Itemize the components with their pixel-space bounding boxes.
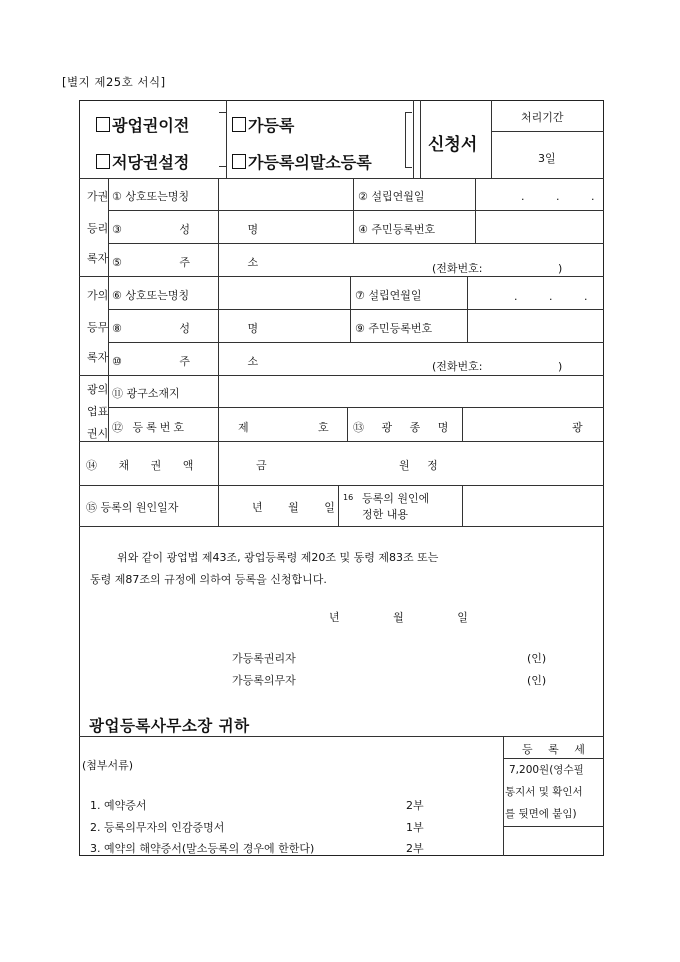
debtor-established-value[interactable]: . . . <box>514 290 602 303</box>
debtor-phone-label: (전화번호: ) <box>432 360 563 373</box>
option-title-transfer[interactable]: 광업권이전 <box>96 113 189 136</box>
checkbox-icon[interactable] <box>232 117 246 132</box>
creditor-phone-label: (전화번호: ) <box>432 262 563 275</box>
mine-group-label-1: 광의 <box>87 383 109 396</box>
debtor-seal: (인) <box>527 674 547 687</box>
creditor-seal: (인) <box>527 652 547 665</box>
debtor-group-label-2: 등무 <box>87 321 109 334</box>
creditor-established-value[interactable]: . . . <box>521 190 609 203</box>
attachment-item-2-count: 1부 <box>406 821 424 834</box>
registration-number-suffix: 호 <box>318 421 329 434</box>
mineral-type-suffix: 광 <box>572 421 583 434</box>
registration-cause-content-label-1: 등록의 원인에 <box>362 492 430 505</box>
debtor-resident-no-label: ⑨ 주민등록번호 <box>355 322 433 335</box>
provisional-debtor-label: 가등록의무자 <box>232 674 296 687</box>
registration-cause-date-value[interactable]: 년 월 일 <box>252 501 335 514</box>
mine-group-label-3: 권시 <box>87 427 109 440</box>
declaration-date[interactable]: 년 월 일 <box>329 611 468 624</box>
debtor-established-label: ⑦ 설립연월일 <box>355 289 422 302</box>
option-title-cancellation[interactable]: 가등록의말소등록 <box>232 150 372 173</box>
registration-tax-line-1: 7,200원(영수필 <box>509 764 584 776</box>
mineral-type-label: ⑬ 광 종 명 <box>353 421 449 434</box>
registration-cause-date-label: ⑮ 등록의 원인일자 <box>86 501 179 514</box>
creditor-name-label: ① 상호또는명칭 <box>112 190 190 203</box>
attachment-item-2: 2. 등록의무자의 인감증명서 <box>90 821 225 834</box>
processing-period-value: 3일 <box>538 152 556 165</box>
registration-cause-number: 16 <box>343 493 354 502</box>
checkbox-icon[interactable] <box>96 154 110 169</box>
registration-cause-content-label-2: 정한 내용 <box>362 508 409 521</box>
creditor-group-label-1: 가권 <box>87 190 109 203</box>
attachment-item-3-count: 2부 <box>406 842 424 855</box>
debtor-name-label: ⑥ 상호또는명칭 <box>112 289 190 302</box>
attachment-item-1: 1. 예약증서 <box>90 799 147 812</box>
registration-tax-line-3: 를 뒷면에 붙임) <box>505 808 577 820</box>
option-title-provisional[interactable]: 가등록 <box>232 113 294 136</box>
creditor-address-label: ⑤ 주 소 <box>112 256 259 269</box>
bond-amount-suffix: 원 정 <box>399 459 438 472</box>
registration-number-prefix: 제 <box>238 421 249 434</box>
checkbox-icon[interactable] <box>96 117 110 132</box>
mine-location-label: ⑪ 광구소재지 <box>112 387 180 400</box>
debtor-address-label: ⑩ 주 소 <box>112 355 259 368</box>
creditor-resident-no-label: ④ 주민등록번호 <box>358 223 436 236</box>
creditor-established-label: ② 설립연월일 <box>358 190 425 203</box>
bond-amount-prefix: 금 <box>256 459 267 472</box>
registration-tax-title: 등 록 세 <box>522 743 585 756</box>
creditor-group-label-3: 록자 <box>87 252 109 265</box>
declaration-line-1: 위와 같이 광업법 제43조, 광업등록령 제20조 및 동령 제83조 또는 <box>117 551 439 564</box>
debtor-person-label: ⑧ 성 명 <box>112 322 259 335</box>
option-title-mortgage[interactable]: 저당권설정 <box>96 150 189 173</box>
attachment-item-3: 3. 예약의 해약증서(말소등록의 경우에 한한다) <box>90 842 315 855</box>
attachments-header: (첨부서류) <box>82 759 134 772</box>
creditor-person-label: ③ 성 명 <box>112 223 259 236</box>
checkbox-icon[interactable] <box>232 154 246 169</box>
addressee-office: 광업등록사무소장 귀하 <box>89 716 250 735</box>
processing-period-label: 처리기간 <box>521 111 564 124</box>
bond-amount-label: ⑭ 채 권 액 <box>86 459 194 472</box>
debtor-group-label-3: 록자 <box>87 351 109 364</box>
registration-tax-line-2: 통지서 및 확인서 <box>505 786 583 798</box>
document-title: 신청서 <box>428 135 478 155</box>
attachment-item-1-count: 2부 <box>406 799 424 812</box>
mine-group-label-2: 업표 <box>87 405 109 418</box>
declaration-line-2: 동령 제87조의 규정에 의하여 등록을 신청합니다. <box>90 573 327 586</box>
creditor-group-label-2: 등리 <box>87 222 109 235</box>
registration-number-label: ⑫ 등록번호 <box>112 421 188 434</box>
debtor-group-label-1: 가의 <box>87 289 109 302</box>
form-number-label: [별지 제25호 서식] <box>62 75 166 89</box>
provisional-creditor-label: 가등록권리자 <box>232 652 296 665</box>
